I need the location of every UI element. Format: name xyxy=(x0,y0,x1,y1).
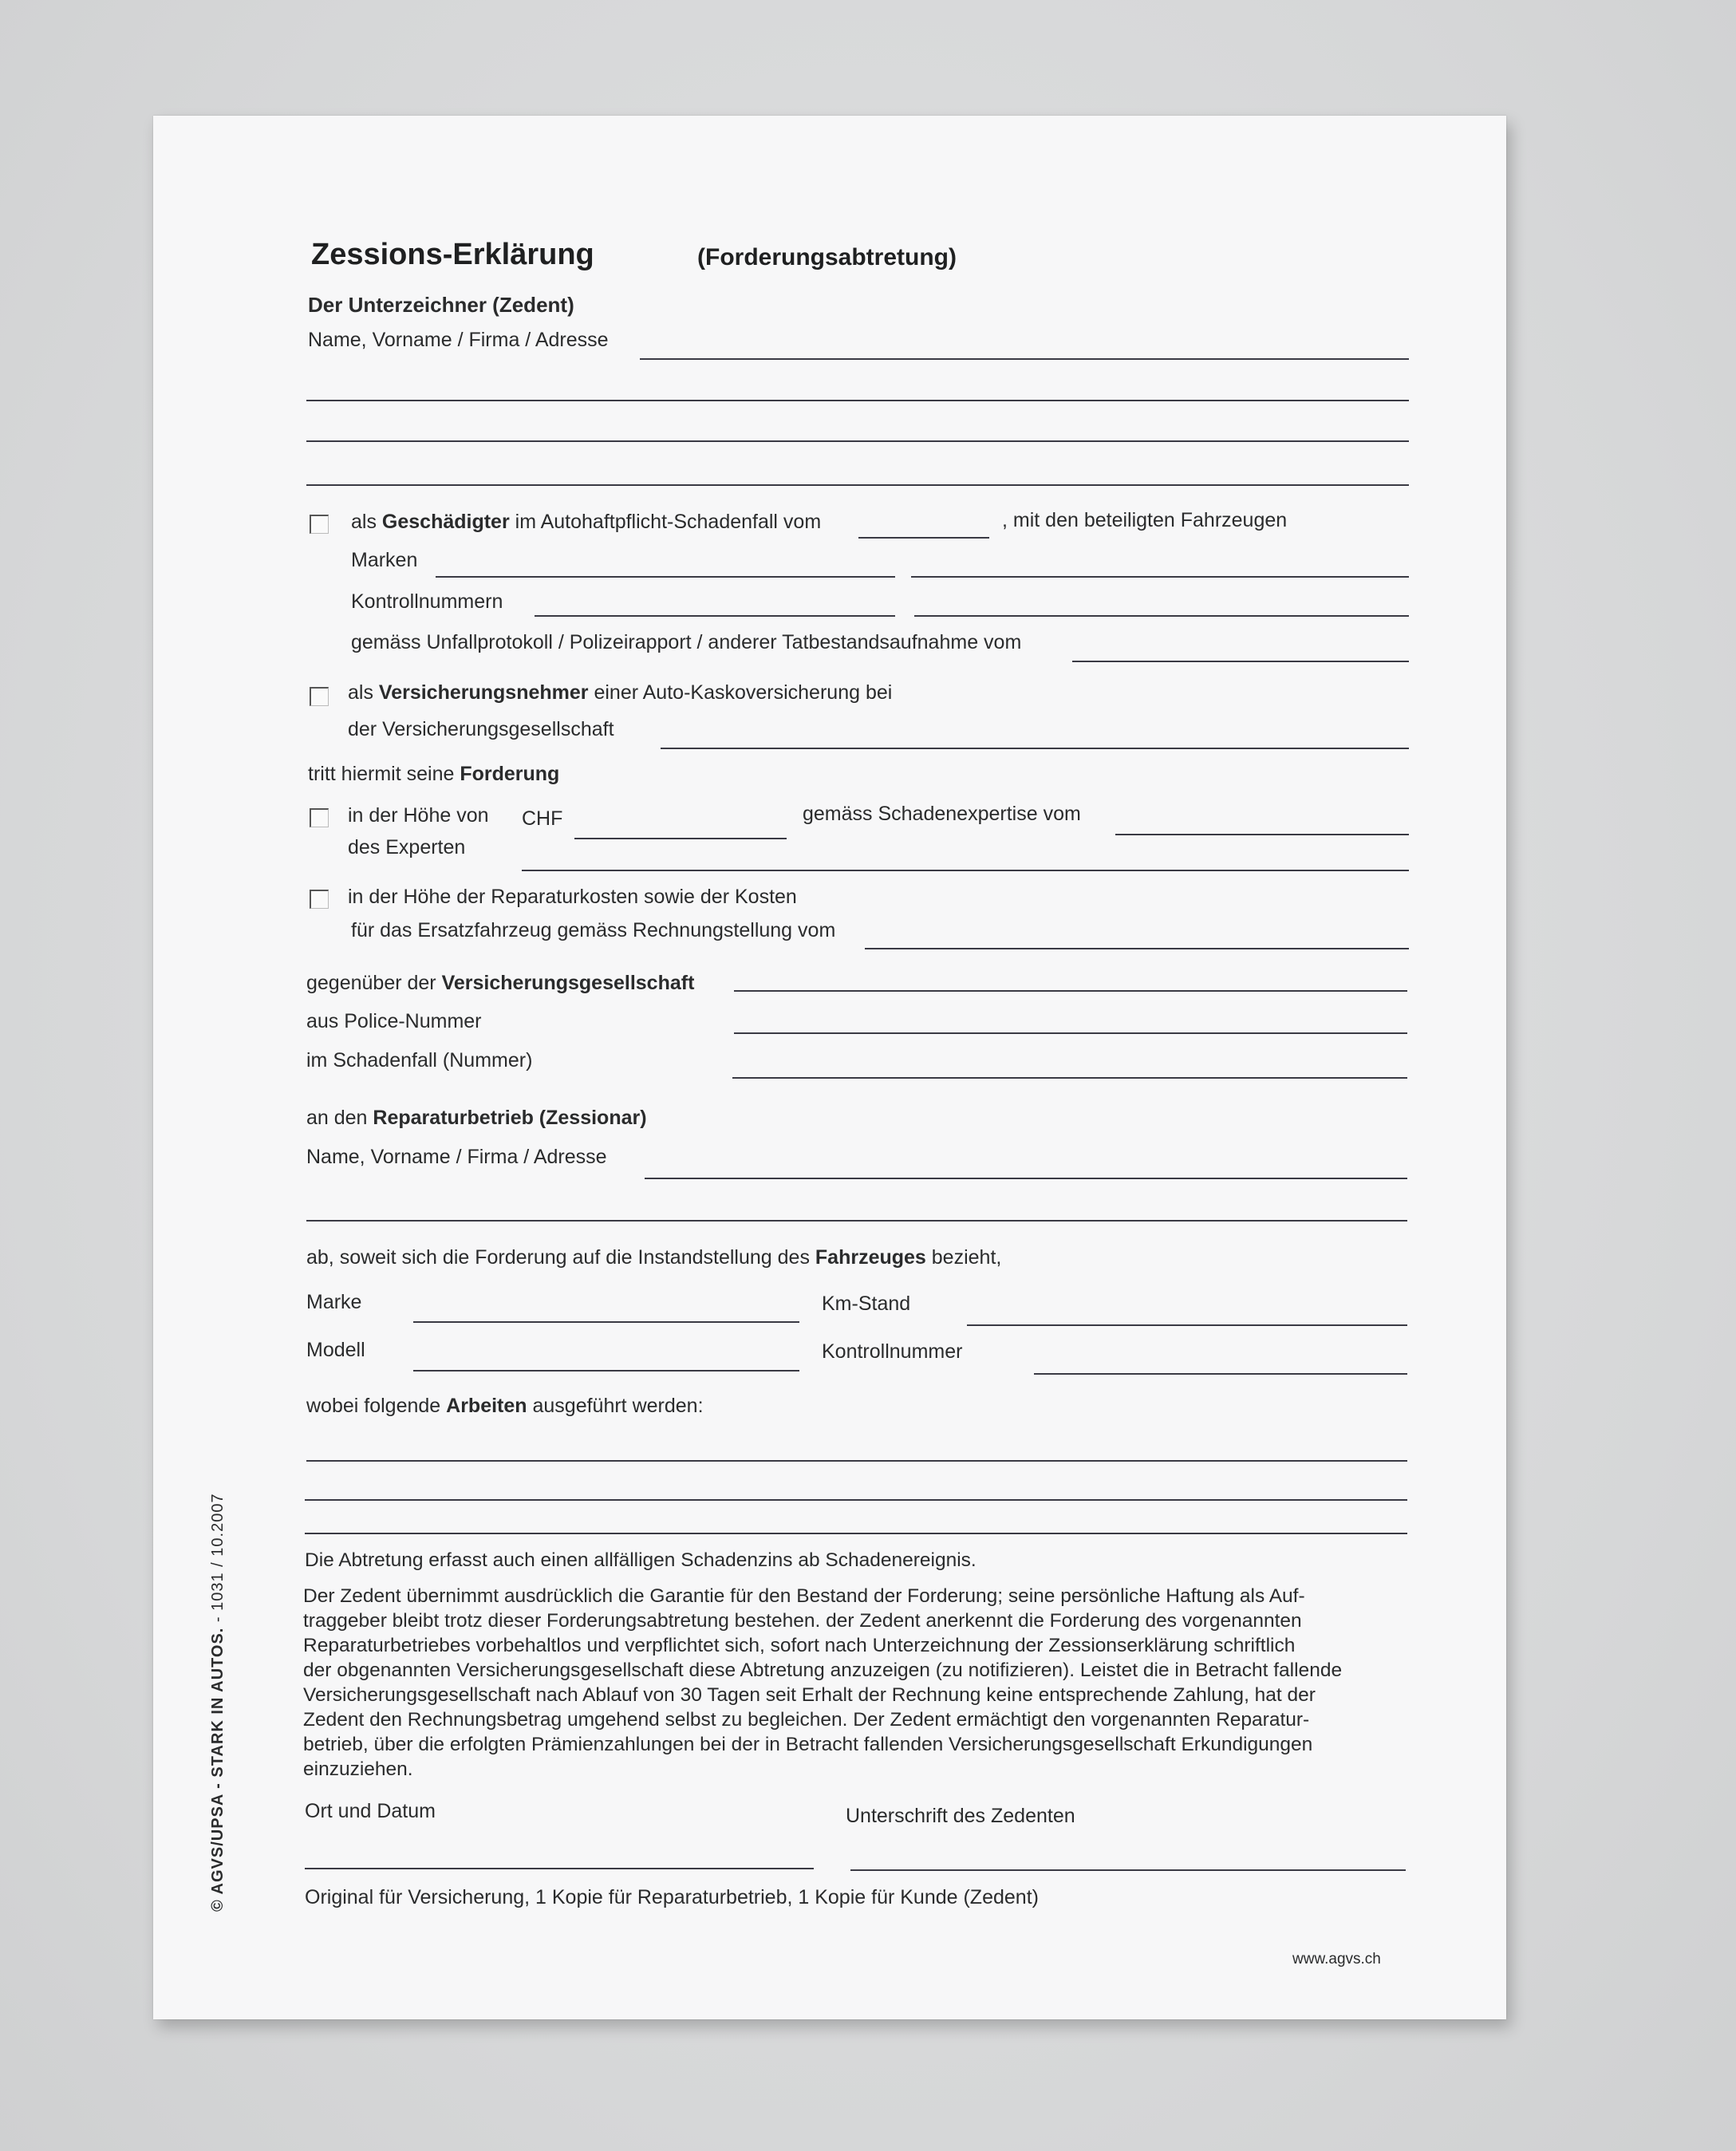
zessionar-address-field[interactable] xyxy=(306,1220,1407,1222)
modell-label: Modell xyxy=(306,1339,365,1361)
zedent-address-field-1[interactable] xyxy=(306,400,1409,401)
zedent-name-label: Name, Vorname / Firma / Adresse xyxy=(308,329,609,351)
marken-label: Marken xyxy=(351,549,418,571)
unfallprotokoll-label: gemäss Unfallprotokoll / Polizeirapport / anderer Tatbestandsaufnahme vom xyxy=(351,631,1022,653)
police-nummer-field[interactable] xyxy=(734,1032,1407,1034)
kontrollnummer-label: Kontrollnummer xyxy=(822,1340,963,1363)
zessionar-name-label: Name, Vorname / Firma / Adresse xyxy=(306,1146,607,1168)
betrag-field[interactable] xyxy=(574,838,787,839)
gegenueber-label: gegenüber der Versicherungsgesellschaft xyxy=(306,972,695,994)
garantie-line: Der Zedent übernimmt ausdrücklich die Garantie für den Bestand der Forderung; seine persönliche Haftung als Auf- xyxy=(303,1585,1305,1607)
unterschrift-label: Unterschrift des Zedenten xyxy=(846,1805,1075,1827)
marke-label: Marke xyxy=(306,1291,362,1313)
garantie-line: Zedent den Rechnungsbetrag umgehend selbst zu begleichen. Der Zedent ermächtigt den vorgenannten Reparatur- xyxy=(303,1709,1310,1731)
hoehe-label: in der Höhe von xyxy=(348,804,489,827)
side-imprint: © AGVS/UPSA - STARK IN AUTOS. - 1031 / 10.2007 xyxy=(209,1493,227,1912)
schadenfall-nummer-field[interactable] xyxy=(732,1077,1407,1079)
distribution-note: Original für Versicherung, 1 Kopie für Reparaturbetrieb, 1 Kopie für Kunde (Zedent) xyxy=(305,1886,1039,1908)
versicherungsgesellschaft-label: der Versicherungsgesellschaft xyxy=(348,718,614,740)
police-nummer-label: aus Police-Nummer xyxy=(306,1010,482,1032)
zedent-name-field[interactable] xyxy=(640,358,1409,360)
zessionar-heading: an den Reparaturbetrieb (Zessionar) xyxy=(306,1107,647,1129)
kontrollnummern-field-1[interactable] xyxy=(535,615,895,617)
marke-field[interactable] xyxy=(413,1321,799,1323)
zessionar-name-field[interactable] xyxy=(645,1178,1407,1179)
forderung-label: tritt hiermit seine Forderung xyxy=(308,763,560,785)
unfallprotokoll-date-field[interactable] xyxy=(1072,661,1409,662)
versicherungsgesellschaft-field[interactable] xyxy=(661,748,1409,749)
schadenexpertise-label: gemäss Schadenexpertise vom xyxy=(803,803,1081,825)
zedent-address-field-2[interactable] xyxy=(306,440,1409,442)
garantie-line: traggeber bleibt trotz dieser Forderungsabtretung bestehen. der Zedent anerkennt die Forderung des vorgenannten xyxy=(303,1610,1302,1632)
marken-field-2[interactable] xyxy=(911,576,1409,578)
website-url: www.agvs.ch xyxy=(1292,1951,1381,1967)
geschaedigter-label: als Geschädigter im Autohaftpflicht-Schadenfall vom xyxy=(351,511,822,533)
ort-datum-label: Ort und Datum xyxy=(305,1800,436,1822)
arbeiten-field-2[interactable] xyxy=(305,1499,1407,1501)
schadenexpertise-date-field[interactable] xyxy=(1115,834,1409,835)
versicherungsnehmer-checkbox[interactable] xyxy=(310,687,329,706)
experten-label: des Experten xyxy=(348,836,466,858)
garantie-line: der obgenannten Versicherungsgesellschaft diese Abtretung anzuzeigen (zu notifizieren). Leistet die in Betracht fallende xyxy=(303,1660,1343,1681)
reparaturkosten-label: in der Höhe der Reparaturkosten sowie der Kosten xyxy=(348,886,797,908)
arbeiten-field-1[interactable] xyxy=(306,1460,1407,1462)
geschaedigter-checkbox[interactable] xyxy=(310,515,329,534)
rechnungstellung-date-field[interactable] xyxy=(865,948,1409,949)
arbeiten-label: wobei folgende Arbeiten ausgeführt werden: xyxy=(306,1395,704,1417)
kmstand-field[interactable] xyxy=(967,1324,1407,1326)
experten-field[interactable] xyxy=(522,870,1409,871)
form-sheet xyxy=(153,116,1506,2019)
garantie-paragraph xyxy=(303,1584,1342,1782)
schadenfall-date-field[interactable] xyxy=(858,537,989,539)
modell-field[interactable] xyxy=(413,1370,799,1372)
ersatzfahrzeug-label: für das Ersatzfahrzeug gemäss Rechnungstellung vom xyxy=(351,919,836,941)
chf-label: CHF xyxy=(522,807,563,830)
schadenzins-text: Die Abtretung erfasst auch einen allfälligen Schadenzins ab Schadenereignis. xyxy=(305,1549,977,1571)
garantie-line: einzuziehen. xyxy=(303,1758,413,1780)
beteiligte-fahrzeuge-label: , mit den beteiligten Fahrzeugen xyxy=(1002,509,1288,531)
garantie-line: Reparaturbetriebes vorbehaltlos und verpflichtet sich, sofort nach Unterzeichnung der Zessionserklärung schriftlich xyxy=(303,1635,1296,1656)
garantie-line: Versicherungsgesellschaft nach Ablauf von 30 Tagen seit Erhalt der Rechnung keine entsprechende Zahlung, hat der xyxy=(303,1684,1316,1706)
hoehe-checkbox[interactable] xyxy=(310,808,329,827)
reparaturkosten-checkbox[interactable] xyxy=(310,890,329,909)
gegenueber-gesellschaft-field[interactable] xyxy=(734,990,1407,992)
form-subtitle: (Forderungsabtretung) xyxy=(697,244,957,270)
kontrollnummern-field-2[interactable] xyxy=(914,615,1409,617)
versicherungsnehmer-label: als Versicherungsnehmer einer Auto-Kaskoversicherung bei xyxy=(348,681,893,704)
schadenfall-nummer-label: im Schadenfall (Nummer) xyxy=(306,1049,533,1072)
zedent-heading: Der Unterzeichner (Zedent) xyxy=(308,293,574,317)
marken-field-1[interactable] xyxy=(436,576,895,578)
form-title: Zessions-Erklärung xyxy=(311,238,594,271)
zedent-address-field-3[interactable] xyxy=(306,484,1409,486)
kmstand-label: Km-Stand xyxy=(822,1293,911,1315)
garantie-line: betrieb, über die erfolgten Prämienzahlungen bei der in Betracht fallenden Versicherungsgesellschaft Erkundigungen xyxy=(303,1734,1313,1755)
arbeiten-field-3[interactable] xyxy=(305,1533,1407,1534)
kontrollnummern-label: Kontrollnummern xyxy=(351,590,503,613)
ort-datum-field[interactable] xyxy=(305,1868,814,1869)
kontrollnummer-field[interactable] xyxy=(1034,1373,1407,1375)
unterschrift-field[interactable] xyxy=(850,1869,1406,1871)
fahrzeug-intro-label: ab, soweit sich die Forderung auf die Instandstellung des Fahrzeuges bezieht, xyxy=(306,1246,1002,1269)
